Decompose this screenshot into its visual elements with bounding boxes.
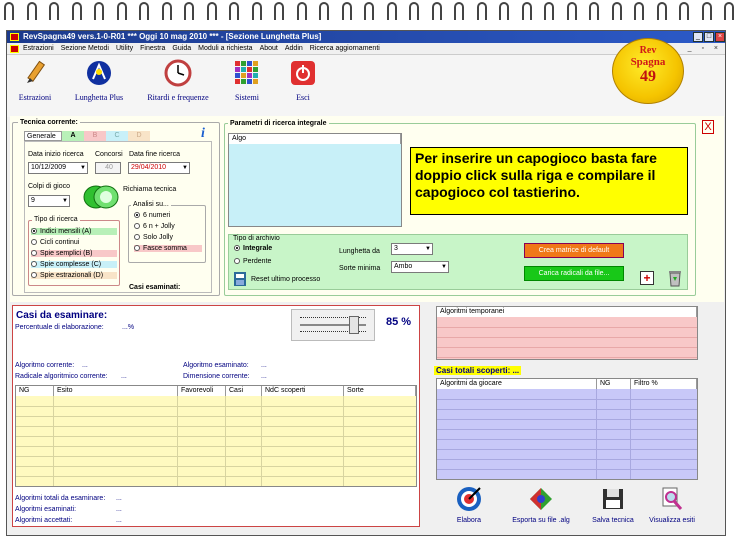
esporta-button[interactable] [508,486,574,524]
radio-dot [134,234,140,240]
maximize-button[interactable]: □ [704,32,714,42]
salva-label: Salva tecnica [592,517,634,524]
ring [387,2,397,20]
ring [657,2,667,20]
menu-item-utility[interactable]: Utility [116,45,134,52]
grid-col [177,396,178,486]
carica-radicali-button[interactable]: Carica radicali da file... [524,266,624,281]
concorsi-input[interactable]: 40 [95,162,121,174]
grid-line [16,416,416,417]
grid-line [16,426,416,427]
grid-line [437,347,697,348]
casi-totali-text: Casi totali scoperti: [436,366,511,375]
magnifier-icon [659,486,685,512]
accettati-value: ... [116,517,122,524]
radio-perdente[interactable] [234,258,271,265]
tot-value: ... [116,495,122,502]
tipo-archivio-label: Tipo di archivio [233,235,280,242]
grid-col [343,396,344,486]
grid-col [225,396,226,486]
dimensione-label: Dimensione corrente: [183,373,250,380]
radio-dot [134,245,140,251]
elabora-label: Elabora [456,517,482,524]
ring [49,2,59,20]
ring [207,2,217,20]
parametri-close-button[interactable]: X [702,120,714,134]
temp-header: Algoritmi temporanei [437,307,697,317]
concorsi-label: Concorsi [95,151,123,158]
grid-line [437,327,697,328]
accettati-label: Algoritmi accettati: [15,517,73,524]
ring [409,2,419,20]
ring [477,2,487,20]
grid-icon [233,59,261,87]
radio-label: Fasce somma [143,245,187,252]
data-inizio-input[interactable]: 10/12/2009 ▼ [28,162,88,174]
lunghetta-select[interactable]: 3 ▼ [391,243,433,255]
logo-line3: 49 [640,68,656,85]
grid-line [437,357,697,358]
radio-spie-estrazionali[interactable] [31,272,117,279]
esporta-label: Esporta su file .alg [512,517,570,524]
tab-b[interactable]: B [84,131,106,141]
grid-col [630,389,631,479]
radio-6-jolly[interactable] [134,223,175,230]
sistemi-button[interactable] [225,59,269,102]
radio-dot [234,258,240,264]
col-sorte[interactable]: Sorte [344,386,416,396]
radio-spie-semplici[interactable] [31,250,117,257]
tab-a[interactable]: A [62,131,84,141]
radio-dot [31,239,37,245]
ring [454,2,464,20]
estrazioni-label: Estrazioni [18,93,52,102]
col-ng[interactable]: NG [16,386,54,396]
ring [72,2,82,20]
menu-item-about[interactable]: About [259,45,278,52]
grid-line [16,456,416,457]
temp-grid[interactable] [436,306,698,360]
esci-label: Esci [296,93,310,102]
ring [567,2,577,20]
sorte-select[interactable]: Ambo ▼ [391,261,449,273]
sorte-label: Sorte minima [339,265,381,272]
grid-col [261,396,262,486]
info-icon[interactable]: i [201,126,205,141]
radio-dot [31,272,37,278]
grid-line [437,429,697,430]
sistemi-label: Sistemi [234,93,259,102]
radicale-label: Radicale algoritmico corrente: [15,373,108,380]
ring [94,2,104,20]
col-esito[interactable]: Esito [54,386,178,396]
col-ng-right[interactable]: NG [597,379,631,389]
radio-dot [31,261,37,267]
tipo-ricerca-label: Tipo di ricerca [34,216,78,223]
ring [117,2,127,20]
colpi-label: Colpi di gioco [28,183,71,190]
grid-line [437,399,697,400]
radio-6-numeri[interactable] [134,212,170,219]
ring [162,2,172,20]
casi-title: Casi da esaminare: [16,310,108,321]
ring [342,2,352,20]
ring [634,2,644,20]
ring [679,2,689,20]
radio-label: Indici mensili (A) [40,228,92,235]
grid-line [16,466,416,467]
ritardi-button[interactable] [137,59,219,102]
casi-grid[interactable] [15,385,417,487]
close-button[interactable]: × [715,32,725,42]
grid-line [16,446,416,447]
menu-item-ricerca-aggiornamenti[interactable]: Ricerca aggiornamenti [309,45,380,52]
minimize-button[interactable]: _ [693,32,703,42]
reset-icon[interactable] [233,271,247,287]
radio-label: Integrale [243,245,273,252]
ring [297,2,307,20]
salva-button[interactable] [588,486,638,524]
percent-value: 85 % [386,316,412,328]
power-icon [289,59,317,87]
radio-dot [31,250,37,256]
tab-d[interactable]: D [128,131,150,141]
radio-label: 6 n + Jolly [143,223,175,230]
clock-icon [164,59,192,87]
grid-line [437,419,697,420]
casi-esaminati-label: Casi esaminati: [129,284,181,291]
richiama-label: Richiama tecnica [123,186,177,193]
recycle-bin-icon[interactable] [667,269,683,287]
lunghetta-label: Lunghetta Plus [74,93,124,102]
grid-line [437,469,697,470]
ring [499,2,509,20]
reset-label[interactable]: Reset ultimo processo [251,276,321,283]
recall-icon[interactable] [82,184,120,210]
visualizza-label: Visualizza esiti [649,517,695,524]
target-icon [456,486,482,512]
tot-label: Algoritmi totali da esaminare: [15,495,106,502]
radio-label: Spie complesse (C) [40,261,102,268]
grid-line [437,439,697,440]
ritardi-label: Ritardi e frequenze [147,93,209,102]
esci-button[interactable] [285,59,321,102]
add-icon[interactable]: + [640,271,654,285]
logo-line2: Spagna [630,56,666,68]
lunghetta-label: Lunghetta da [339,248,380,255]
radio-spie-complesse[interactable] [31,261,117,268]
ring [432,2,442,20]
algo-corrente-label: Algoritmo corrente: [15,362,75,369]
ring [139,2,149,20]
ring [544,2,554,20]
radio-label: Solo Jolly [143,234,173,241]
grid-line [16,406,416,407]
radio-label: 6 numeri [143,212,171,219]
ring [4,2,14,20]
radio-label: Cicli continui [40,239,80,246]
visualizza-button[interactable] [644,486,700,524]
radio-dot [134,212,140,218]
radio-cicli-continui[interactable] [31,239,79,246]
radicale-value: ... [121,373,127,380]
col-algoritmi[interactable]: Algoritmi da giocare [437,379,597,389]
ring [612,2,622,20]
radio-indici-mensili[interactable] [31,228,117,235]
ring [252,2,262,20]
radio-dot [31,228,37,234]
ring [229,2,239,20]
col-filtro[interactable]: Filtro % [631,379,697,389]
crea-matrice-button[interactable]: Crea matrice di default [524,243,624,258]
esaminati-value: ... [116,506,122,513]
radio-integrale[interactable] [234,245,272,252]
col-favorevoli[interactable]: Favorevoli [178,386,226,396]
title-bar: RevSpagna49 vers.1-0-R01 *** Oggi 10 mag 2010 *** - [Sezione Lunghetta Plus] [7,31,725,43]
percentuale-value: ...% [122,324,135,331]
radio-dot [234,245,240,251]
ring [589,2,599,20]
ring [319,2,329,20]
elabora-button[interactable] [446,486,492,524]
menu-item-moduli-a-richiesta[interactable]: Moduli a richiesta [198,45,253,52]
radio-label: Perdente [243,258,272,265]
grid-line [16,476,416,477]
grid-line [437,337,697,338]
analisi-label: Analisi su... [133,201,169,208]
menu-item-finestra[interactable]: Finestra [140,45,166,52]
export-icon [528,486,554,512]
grid-line [437,449,697,450]
dimensione-value: ... [261,373,267,380]
grid-col [53,396,54,486]
grid-line [437,459,697,460]
priority-slider[interactable] [291,309,375,341]
ring [274,2,284,20]
esaminati-label: Algoritmi esaminati: [15,506,77,513]
parametri-title: Parametri di ricerca integrale [230,120,327,127]
grid-line [437,409,697,410]
data-inizio-label: Data inizio ricerca [28,151,84,158]
percentuale-label: Percentuale di elaborazione: [15,324,104,331]
casi-totali-value: ... [512,366,520,375]
data-fine-label: Data fine ricerca [129,151,180,158]
menu-item-addin[interactable]: Addin [284,45,303,52]
algo-grid[interactable] [228,133,402,227]
casi-totali-label [434,366,521,375]
menu-item-guida[interactable]: Guida [172,45,192,52]
algo-header: Algo [229,134,401,144]
slider-thumb[interactable] [349,316,359,334]
radio-label: Spie semplici (B) [40,250,93,257]
ring [522,2,532,20]
document-icon [10,45,19,53]
tab-c[interactable]: C [106,131,128,141]
lottery-icon [85,59,113,87]
algo-esaminato-value: ... [261,362,267,369]
data-fine-input[interactable]: 29/04/2010 ▼ [128,162,190,174]
tab-generale[interactable]: Generale [24,131,62,141]
save-icon [600,486,626,512]
ring [702,2,712,20]
col-ndc[interactable]: NdC scoperti [262,386,344,396]
algo-corrente-value: ... [82,362,88,369]
radio-fasce-somma[interactable] [134,245,202,252]
estrazioni-button[interactable] [11,59,59,102]
notebook-rings [0,0,736,30]
giocare-grid[interactable] [436,378,698,480]
logo-line1: Rev [639,45,657,56]
grid-col [596,389,597,479]
ring [724,2,734,20]
menu-item-estrazioni[interactable]: Estrazioni [23,45,54,52]
revspagna-logo [612,38,684,104]
radio-dot [134,223,140,229]
ring [184,2,194,20]
ring [364,2,374,20]
ring [27,2,37,20]
lunghetta-button[interactable] [67,59,131,102]
radio-label: Spie estrazionali (D) [40,272,104,279]
col-casi[interactable]: Casi [226,386,262,396]
mdi-controls[interactable]: _ ▫ × [687,45,722,52]
tecnica-title: Tecnica corrente: [20,119,78,126]
info-box: Per inserire un capogioco basta fare doppio click sulla riga e compilare il capogioco col tastierino. [410,147,688,215]
app-icon [10,33,19,41]
radio-solo-jolly[interactable] [134,234,173,241]
algo-esaminato-label: Algoritmo esaminato: [183,362,249,369]
colpi-select[interactable]: 9 ▼ [28,195,70,207]
pencil-icon [21,59,49,87]
grid-line [16,436,416,437]
menu-item-sezione-metodi[interactable]: Sezione Metodi [60,45,109,52]
